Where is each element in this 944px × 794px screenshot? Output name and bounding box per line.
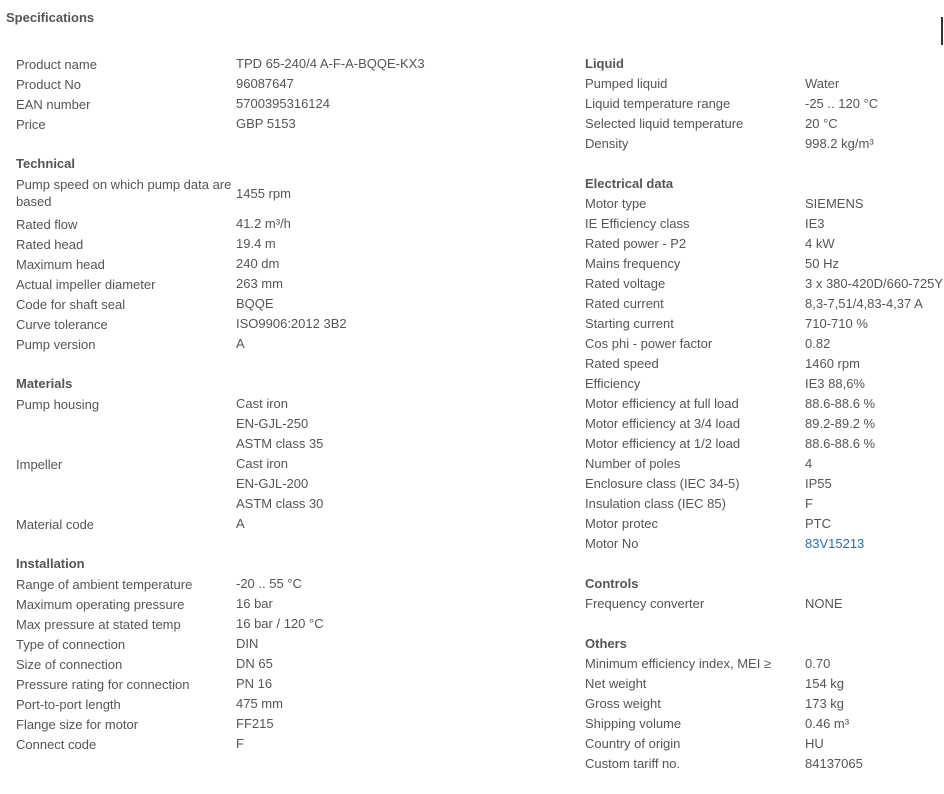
spec-label: Cos phi - power factor [585, 336, 713, 351]
spec-row-net-weight [585, 674, 944, 694]
spec-label: Impeller [16, 457, 63, 472]
spec-row-curve-tolerance [16, 314, 576, 334]
spec-row-insulation-class-iec-85 [585, 494, 944, 514]
spec-values [236, 114, 576, 134]
spec-values [805, 194, 944, 214]
spec-values [805, 334, 944, 354]
right-column [585, 54, 944, 794]
spec-values [805, 694, 944, 714]
spec-value: 240 dm [236, 256, 280, 271]
spec-label: Maximum operating pressure [16, 597, 185, 612]
spec-values [236, 214, 576, 234]
spec-value: 0.82 [805, 336, 831, 351]
spec-row-rated-speed [585, 354, 944, 374]
spec-row-pump-version [16, 334, 576, 354]
spec-value: 0.46 m³ [805, 716, 850, 731]
spec-value: 0.70 [805, 656, 831, 671]
spec-value: 96087647 [236, 76, 294, 91]
spec-values [236, 714, 576, 734]
spec-value: TPD 65-240/4 A-F-A-BQQE-KX3 [236, 56, 425, 71]
spec-value: F [236, 736, 244, 751]
spec-value: ASTM class 30 [236, 496, 324, 511]
spec-value: 16 bar [236, 596, 273, 611]
spec-values [236, 234, 576, 254]
spec-value: HU [805, 736, 824, 751]
spec-value: 3 x 380-420D/660-725Y [805, 276, 944, 291]
spec-values [805, 534, 944, 554]
spec-label: Motor efficiency at full load [585, 396, 739, 411]
left-column [16, 54, 576, 774]
spec-row-motor-efficiency-at-3-4-load [585, 414, 944, 434]
spec-value: IE3 88,6% [805, 376, 865, 391]
spec-row-custom-tariff-no [585, 754, 944, 774]
spec-value: F [805, 496, 813, 511]
spec-row-code-for-shaft-seal [16, 294, 576, 314]
spec-value: SIEMENS [805, 196, 864, 211]
spec-row-motor-efficiency-at-1-2-load [585, 434, 944, 454]
spec-label: Connect code [16, 737, 97, 752]
spec-value: 4 [805, 456, 813, 471]
spec-label: Pump version [16, 337, 96, 352]
spec-label: Number of poles [585, 456, 681, 471]
spec-label: Starting current [585, 316, 674, 331]
spec-values [805, 94, 944, 114]
spec-values [236, 314, 576, 334]
spec-values [805, 474, 944, 494]
section-electrical-data [585, 174, 944, 554]
spec-label: Insulation class (IEC 85) [585, 496, 726, 511]
spec-values [805, 454, 944, 474]
spec-row-pump-housing [16, 394, 576, 454]
spec-label: IE Efficiency class [585, 216, 690, 231]
scrollbar-thumb[interactable] [941, 17, 943, 45]
spec-label: Port-to-port length [16, 697, 121, 712]
spec-value: 19.4 m [236, 236, 276, 251]
spec-value: NONE [805, 596, 843, 611]
spec-value: 88.6-88.6 % [805, 396, 876, 411]
spec-row-pump-speed-on-which-pump-data-are-based [16, 174, 576, 214]
spec-label: Shipping volume [585, 716, 682, 731]
spec-values [805, 674, 944, 694]
spec-value: DN 65 [236, 656, 273, 671]
spec-row-actual-impeller-diameter [16, 274, 576, 294]
spec-label: Range of ambient temperature [16, 577, 193, 592]
spec-row-selected-liquid-temperature [585, 114, 944, 134]
section-materials [16, 374, 576, 534]
spec-label: Pumped liquid [585, 76, 668, 91]
spec-value: 20 °C [805, 116, 838, 131]
spec-row-efficiency [585, 374, 944, 394]
spec-value: 173 kg [805, 696, 845, 711]
spec-row-motor-protec [585, 514, 944, 534]
spec-label: Motor No [585, 536, 639, 551]
spec-values [805, 374, 944, 394]
spec-row-shipping-volume [585, 714, 944, 734]
spec-label: Motor type [585, 196, 647, 211]
section-technical [16, 154, 576, 354]
spec-values [805, 274, 944, 294]
spec-label: Custom tariff no. [585, 756, 681, 771]
spec-values [236, 694, 576, 714]
spec-value: PTC [805, 516, 831, 531]
spec-label: Rated current [585, 296, 664, 311]
spec-values [805, 354, 944, 374]
section-title: Others [585, 636, 627, 651]
spec-values [236, 94, 576, 114]
section-controls [585, 574, 944, 614]
spec-value: -20 .. 55 °C [236, 576, 302, 591]
spec-label: Product No [16, 77, 82, 92]
spec-row-material-code [16, 514, 576, 534]
spec-values [236, 74, 576, 94]
spec-values [236, 294, 576, 314]
spec-row-product-no [16, 74, 576, 94]
spec-label: Max pressure at stated temp [16, 617, 181, 632]
spec-value: 16 bar / 120 °C [236, 616, 324, 631]
spec-row-motor-type [585, 194, 944, 214]
spec-values [236, 614, 576, 634]
spec-row-rated-flow [16, 214, 576, 234]
section-general [16, 54, 576, 134]
spec-values [805, 234, 944, 254]
spec-value: 41.2 m³/h [236, 216, 291, 231]
spec-row-impeller [16, 454, 576, 514]
spec-label: Minimum efficiency index, MEI ≥ [585, 656, 772, 671]
spec-value: 50 Hz [805, 256, 839, 271]
spec-row-mains-frequency [585, 254, 944, 274]
spec-label: Maximum head [16, 257, 105, 272]
section-others [585, 634, 944, 774]
spec-values [805, 254, 944, 274]
spec-label: Motor protec [585, 516, 658, 531]
spec-label: Frequency converter [585, 596, 705, 611]
spec-label: Enclosure class (IEC 34-5) [585, 476, 740, 491]
spec-label: Actual impeller diameter [16, 277, 156, 292]
spec-value: BQQE [236, 296, 274, 311]
spec-values [236, 394, 576, 454]
spec-row-maximum-operating-pressure [16, 594, 576, 614]
spec-values [805, 654, 944, 674]
spec-label: Type of connection [16, 637, 126, 652]
spec-row-product-name [16, 54, 576, 74]
spec-row-ie-efficiency-class [585, 214, 944, 234]
spec-row-rated-voltage [585, 274, 944, 294]
spec-label: Motor efficiency at 3/4 load [585, 416, 741, 431]
spec-value: EN-GJL-200 [236, 476, 309, 491]
spec-value: Cast iron [236, 456, 289, 471]
spec-label: Mains frequency [585, 256, 681, 271]
spec-label: Pressure rating for connection [16, 677, 190, 692]
spec-value: A [236, 516, 245, 531]
spec-row-rated-current [585, 294, 944, 314]
spec-values [236, 274, 576, 294]
spec-row-connect-code [16, 734, 576, 754]
spec-row-motor-efficiency-at-full-load [585, 394, 944, 414]
spec-values [236, 594, 576, 614]
spec-values [236, 654, 576, 674]
spec-label: Rated head [16, 237, 84, 252]
spec-value: 5700395316124 [236, 96, 330, 111]
spec-label: Efficiency [585, 376, 641, 391]
section-title: Materials [16, 376, 73, 391]
spec-row-cos-phi-power-factor [585, 334, 944, 354]
spec-value: 1455 rpm [236, 186, 291, 201]
spec-value: 88.6-88.6 % [805, 436, 876, 451]
section-title: Controls [585, 576, 639, 591]
spec-values [236, 514, 576, 534]
spec-value: EN-GJL-250 [236, 416, 309, 431]
spec-values [805, 74, 944, 94]
spec-row-density [585, 134, 944, 154]
spec-values [805, 134, 944, 154]
spec-row-pressure-rating-for-connection [16, 674, 576, 694]
spec-value: 710-710 % [805, 316, 868, 331]
spec-label: Pump speed on which pump data are based [16, 177, 232, 209]
spec-value: 154 kg [805, 676, 845, 691]
spec-values [805, 394, 944, 414]
spec-row-type-of-connection [16, 634, 576, 654]
spec-values [805, 754, 944, 774]
section-title: Installation [16, 556, 85, 571]
spec-row-flange-size-for-motor [16, 714, 576, 734]
spec-values [805, 434, 944, 454]
spec-row-country-of-origin [585, 734, 944, 754]
spec-row-enclosure-class-iec-34-5 [585, 474, 944, 494]
spec-label: Density [585, 136, 629, 151]
spec-value: Cast iron [236, 396, 289, 411]
spec-values [805, 594, 944, 614]
spec-label: Flange size for motor [16, 717, 139, 732]
spec-values [236, 634, 576, 654]
spec-label: Gross weight [585, 696, 661, 711]
spec-row-number-of-poles [585, 454, 944, 474]
spec-label: Product name [16, 57, 97, 72]
spec-row-price [16, 114, 576, 134]
spec-label: Selected liquid temperature [585, 116, 744, 131]
spec-value-link[interactable]: 83V15213 [805, 536, 865, 551]
spec-value: ASTM class 35 [236, 436, 324, 451]
spec-label: Pump housing [16, 397, 100, 412]
spec-values [236, 54, 576, 74]
spec-label: Rated voltage [585, 276, 666, 291]
spec-value: 263 mm [236, 276, 283, 291]
section-title: Electrical data [585, 176, 674, 191]
spec-value: -25 .. 120 °C [805, 96, 879, 111]
spec-value: Water [805, 76, 840, 91]
spec-row-liquid-temperature-range [585, 94, 944, 114]
spec-values [805, 414, 944, 434]
spec-value: IP55 [805, 476, 832, 491]
spec-row-max-pressure-at-stated-temp [16, 614, 576, 634]
spec-label: EAN number [16, 97, 91, 112]
spec-value: 84137065 [805, 756, 863, 771]
spec-label: Country of origin [585, 736, 681, 751]
spec-values [805, 114, 944, 134]
spec-label: Rated power - P2 [585, 236, 687, 251]
spec-values [236, 574, 576, 594]
spec-values [805, 214, 944, 234]
spec-label: Motor efficiency at 1/2 load [585, 436, 741, 451]
spec-row-maximum-head [16, 254, 576, 274]
spec-row-gross-weight [585, 694, 944, 714]
spec-values [805, 314, 944, 334]
spec-label: Curve tolerance [16, 317, 108, 332]
spec-value: IE3 [805, 216, 825, 231]
spec-value: 475 mm [236, 696, 283, 711]
spec-values [236, 454, 576, 514]
spec-value: 4 kW [805, 236, 835, 251]
spec-label: Price [16, 117, 46, 132]
spec-value: 998.2 kg/m³ [805, 136, 874, 151]
spec-values [805, 734, 944, 754]
spec-label: Liquid temperature range [585, 96, 731, 111]
spec-label: Material code [16, 517, 95, 532]
spec-values [236, 334, 576, 354]
spec-value: PN 16 [236, 676, 273, 691]
spec-value: FF215 [236, 716, 274, 731]
spec-row-frequency-converter [585, 594, 944, 614]
spec-values [805, 514, 944, 534]
spec-row-port-to-port-length [16, 694, 576, 714]
spec-row-rated-power-p2 [585, 234, 944, 254]
spec-row-range-of-ambient-temperature [16, 574, 576, 594]
spec-values [805, 294, 944, 314]
spec-values [236, 174, 576, 214]
spec-values [236, 674, 576, 694]
spec-values [236, 734, 576, 754]
section-installation [16, 554, 576, 754]
spec-row-starting-current [585, 314, 944, 334]
section-title: Technical [16, 156, 76, 171]
spec-label: Net weight [585, 676, 647, 691]
spec-label: Rated speed [585, 356, 659, 371]
spec-values [805, 714, 944, 734]
spec-values [805, 494, 944, 514]
spec-label: Code for shaft seal [16, 297, 126, 312]
spec-label: Rated flow [16, 217, 78, 232]
page-title: Specifications [6, 10, 95, 25]
spec-value: GBP 5153 [236, 116, 296, 131]
spec-row-size-of-connection [16, 654, 576, 674]
spec-row-rated-head [16, 234, 576, 254]
spec-label: Size of connection [16, 657, 123, 672]
spec-value: 8,3-7,51/4,83-4,37 A [805, 296, 923, 311]
spec-row-pumped-liquid [585, 74, 944, 94]
spec-value: DIN [236, 636, 259, 651]
section-title: Liquid [585, 56, 624, 71]
spec-value: 1460 rpm [805, 356, 860, 371]
spec-row-motor-no [585, 534, 944, 554]
spec-values [236, 254, 576, 274]
spec-value: ISO9906:2012 3B2 [236, 316, 347, 331]
spec-row-ean-number [16, 94, 576, 114]
spec-value: 89.2-89.2 % [805, 416, 876, 431]
section-liquid [585, 54, 944, 154]
spec-value: A [236, 336, 245, 351]
spec-row-minimum-efficiency-index-mei [585, 654, 944, 674]
